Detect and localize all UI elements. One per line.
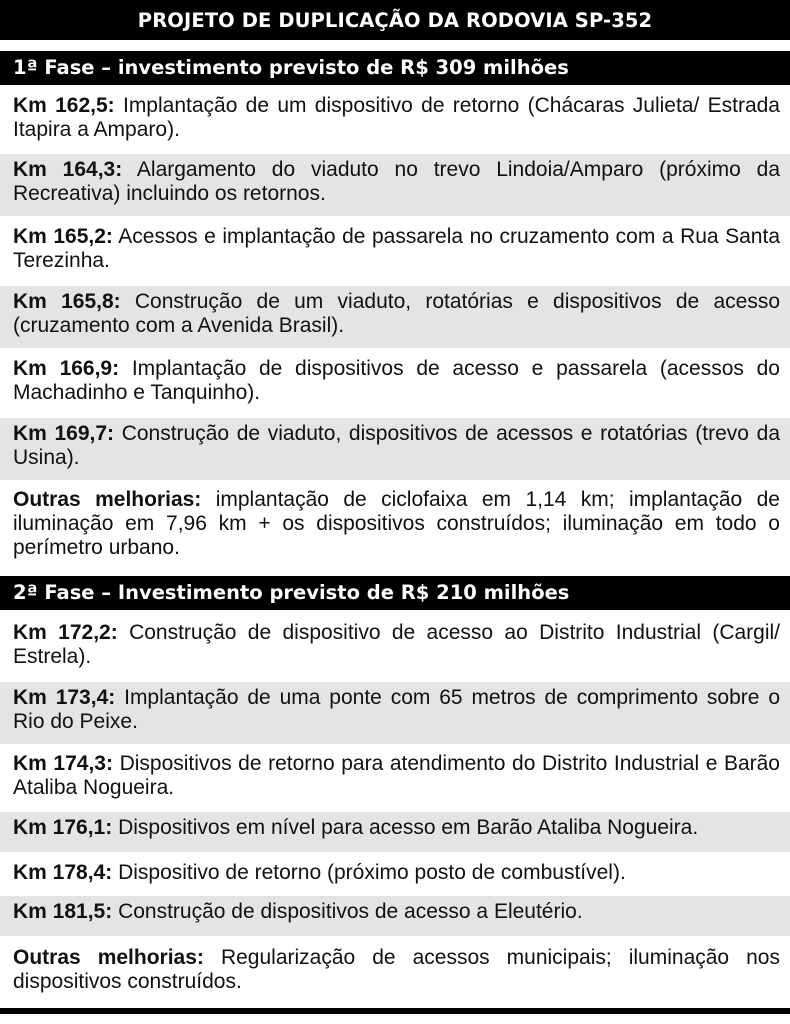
list-item (0, 90, 790, 152)
item-text: Acessos e implantação de passarela no cruzamento com a Rua Santa Terezinha. (13, 225, 780, 272)
list-item (0, 154, 790, 216)
list-item (0, 857, 790, 897)
km-label: Km 169,7: (13, 422, 115, 445)
list-item (0, 812, 790, 852)
item-text: Regularização de acessos municipais; iluminação nos dispositivos construídos. (13, 946, 780, 993)
item-text: Construção de dispositivos de acesso a Eleutério. (118, 900, 583, 923)
km-label: Km 165,8: (13, 290, 121, 313)
list-item (0, 286, 790, 348)
km-label: Km 162,5: (13, 94, 115, 117)
list-item (0, 221, 790, 283)
item-text: Dispositivos de retorno para atendimento do Distrito Industrial e Barão Ataliba Nogueira. (13, 752, 780, 799)
km-label: Km 164,3: (13, 158, 123, 181)
list-item (0, 682, 790, 744)
km-label: Km 172,2: (13, 621, 118, 644)
phase-2-heading: 2ª Fase – Investimento previsto de R$ 210 milhões (0, 576, 790, 610)
list-item (0, 748, 790, 810)
km-label: Outras melhorias: (13, 488, 202, 511)
km-label: Km 166,9: (13, 357, 120, 380)
list-item (0, 484, 790, 572)
item-text: Implantação de dispositivos de acesso e passarela (acessos do Machadinho e Tanquinho). (13, 357, 780, 404)
km-label: Km 176,1: (13, 816, 113, 839)
item-text: Construção de dispositivo de acesso ao Distrito Industrial (Cargil/ Estrela). (13, 621, 780, 668)
item-text: Implantação de um dispositivo de retorno (Chácaras Julieta/ Estrada Itapira a Amparo). (13, 94, 780, 141)
km-label: Km 178,4: (13, 861, 113, 884)
item-text: Dispositivos em nível para acesso em Barão Ataliba Nogueira. (118, 816, 699, 839)
item-text: Construção de um viaduto, rotatórias e dispositivos de acesso (cruzamento com a Avenida Brasil). (13, 290, 780, 337)
list-item (0, 418, 790, 480)
km-label: Km 174,3: (13, 752, 113, 775)
bottom-divider (0, 1008, 790, 1014)
list-item (0, 942, 790, 1004)
item-text: implantação de ciclofaixa em 1,14 km; implantação de iluminação em 7,96 km + os dispositivos construídos; iluminação em todo o perímetro urbano. (13, 488, 780, 559)
list-item (0, 896, 790, 936)
km-label: Km 165,2: (13, 225, 113, 248)
item-text: Alargamento do viaduto no trevo Lindoia/Amparo (próximo da Recreativa) incluindo os retornos. (13, 158, 780, 205)
km-label: Outras melhorias: (13, 946, 204, 969)
item-text: Dispositivo de retorno (próximo posto de combustível). (118, 861, 626, 884)
item-text: Implantação de uma ponte com 65 metros de comprimento sobre o Rio do Peixe. (13, 686, 780, 733)
km-label: Km 181,5: (13, 900, 113, 923)
page-title: PROJETO DE DUPLICAÇÃO DA RODOVIA SP-352 (0, 0, 790, 40)
item-text: Construção de viaduto, dispositivos de acessos e rotatórias (trevo da Usina). (13, 422, 780, 469)
list-item (0, 353, 790, 415)
phase-1-heading: 1ª Fase – investimento previsto de R$ 309 milhões (0, 51, 790, 85)
list-item (0, 617, 790, 679)
km-label: Km 173,4: (13, 686, 116, 709)
